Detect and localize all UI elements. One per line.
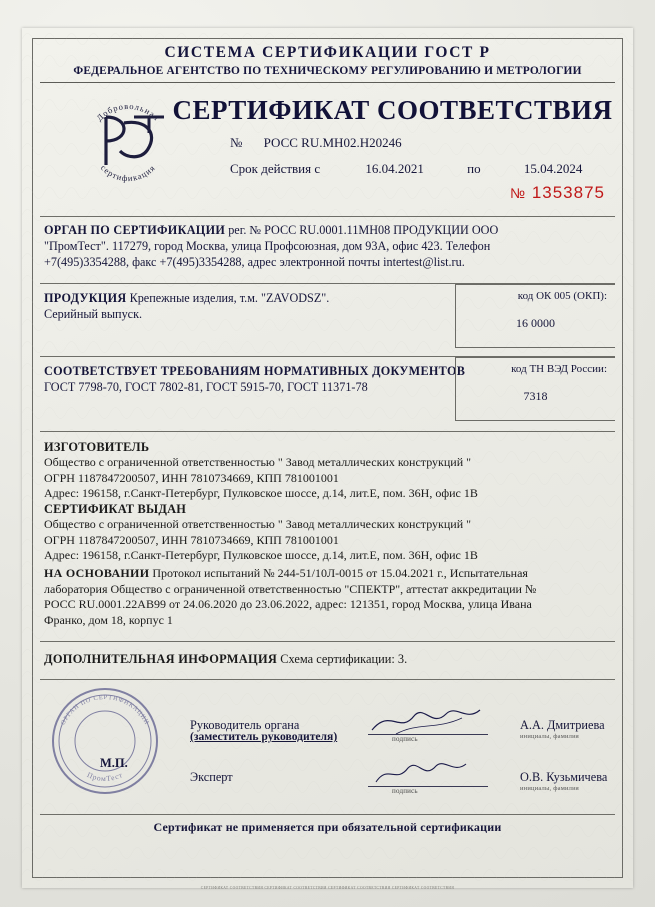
footer-note: Сертификат не применяется при обязательной сертификации <box>153 820 502 835</box>
basis-line3: РОСС RU.0001.22АВ99 от 24.06.2020 до 23.06.2022, адрес: 121351, город Москва, улица Ивана <box>44 597 532 612</box>
signature-mark-expert <box>366 758 486 788</box>
certification-body-line2: "ПромТест". 117279, город Москва, улица Профсоюзная, дом 93А, офис 423. Телефон <box>44 239 491 253</box>
system-title: СИСТЕМА СЕРТИФИКАЦИИ ГОСТ Р <box>164 44 491 61</box>
product-line2: Серийный выпуск. <box>44 306 143 321</box>
signature-rows <box>190 716 615 798</box>
manufacturer-line2: ОГРН 1187847200507, ИНН 7810734669, КПП 781001001 <box>44 470 339 485</box>
product-block <box>40 284 615 351</box>
okp-label: код ОК 005 (ОКП): <box>517 290 607 303</box>
number-label: № <box>230 135 243 151</box>
svg-text:ПромТест: ПромТест <box>85 770 125 784</box>
signature-name-caption-head: инициалы, фамилия <box>520 733 579 741</box>
manufacturer-line3: Адрес: 196158, г.Санкт-Петербург, Пулковское шоссе, д.14, лит.Е, пом. 36Н, офис 1В <box>44 486 478 501</box>
certification-body-line3: +7(495)3354288, факс +7(495)3354288, адрес электронной почты intertest@list.ru. <box>44 254 465 269</box>
validity-label: Срок действия с <box>230 161 321 177</box>
issued-to-caption: СЕРТИФИКАТ ВЫДАН <box>44 502 187 516</box>
tnved-box <box>455 357 615 421</box>
conformity-block <box>40 357 615 426</box>
issued-to-line2: ОГРН 1187847200507, ИНН 7810734669, КПП 781001001 <box>44 532 339 547</box>
okp-value: 16 0000 <box>516 316 555 331</box>
round-stamp <box>46 682 164 800</box>
document-title: СЕРТИФИКАТ СООТВЕТСТВИЯ <box>172 95 613 126</box>
signature-name-head: А.А. Дмитриева <box>520 718 605 733</box>
manufacturer-block <box>40 432 615 564</box>
signature-area <box>40 694 615 808</box>
basis-line2: лаборатория Общество с ограниченной ответственностью "СПЕКТР", аттестат аккредитации № <box>44 581 537 596</box>
signature-name-caption-expert: инициалы, фамилия <box>520 785 579 793</box>
certificate-sheet <box>22 28 633 888</box>
issued-to-line1: Общество с ограниченной ответственностью " Завод металлических конструкций " <box>44 517 472 531</box>
signature-caption-head: подпись <box>392 735 418 744</box>
okp-box <box>455 284 615 348</box>
validity-to: 15.04.2024 <box>523 161 583 177</box>
manufacturer-caption: ИЗГОТОВИТЕЛЬ <box>44 440 150 455</box>
basis-line4: Франко, дом 18, корпус 1 <box>44 613 173 628</box>
emblem-top-text: Добровольная <box>94 101 162 124</box>
basis-block <box>40 564 615 629</box>
certification-body-caption: ОРГАН ПО СЕРТИФИКАЦИИ <box>44 223 226 238</box>
basis-caption: НА ОСНОВАНИИ <box>44 565 150 580</box>
additional-divider <box>40 679 615 680</box>
validity-row <box>230 161 582 177</box>
signature-mark-head <box>366 704 486 738</box>
certification-body-reg: рег. № РОСС RU.0001.11МН08 ПРОДУКЦИИ ООО <box>228 223 499 238</box>
signature-role-head: Руководитель органа <box>190 718 300 733</box>
tnved-label: код ТН ВЭД России: <box>511 363 607 376</box>
rst-emblem-icon <box>76 89 180 193</box>
signature-role-expert: Эксперт <box>190 770 233 785</box>
signature-row-head <box>190 716 615 746</box>
validity-from: 16.04.2021 <box>365 161 424 177</box>
additional-info-caption: ДОПОЛНИТЕЛЬНАЯ ИНФОРМАЦИЯ <box>44 652 278 667</box>
additional-info-value: Схема сертификации: 3. <box>280 652 408 667</box>
issued-to-line3: Адрес: 196158, г.Санкт-Петербург, Пулковское шоссе, д.14, лит.Е, пом. 36Н, офис 1В <box>44 548 478 563</box>
title-block <box>40 83 615 211</box>
conformity-caption: СООТВЕТСТВУЕТ ТРЕБОВАНИЯМ НОРМАТИВНЫХ ДОКУМЕНТОВ <box>44 364 466 379</box>
certificate-content <box>40 44 615 890</box>
number-value: РОСС RU.МН02.Н20246 <box>263 135 402 151</box>
emblem-bottom-text: сертификация <box>98 162 158 184</box>
signature-role-head-sub: (заместитель руководителя) <box>190 730 338 744</box>
manufacturer-line1: Общество с ограниченной ответственностью " Завод металлических конструкций " <box>44 455 472 470</box>
certificate-number-row <box>230 135 402 151</box>
additional-info-block <box>40 642 615 667</box>
signature-row-expert <box>190 768 615 798</box>
product-line1: Крепежные изделия, т.м. "ZAVODSZ". <box>129 291 330 306</box>
blank-number-hash: № <box>510 185 527 202</box>
tnved-value: 7318 <box>523 389 548 404</box>
agency-title: ФЕДЕРАЛЬНОЕ АГЕНТСТВО ПО ТЕХНИЧЕСКОМУ РЕГУЛИРОВАНИЮ И МЕТРОЛОГИИ <box>73 65 582 77</box>
basis-line1: Протокол испытаний № 244-51/10Л-0015 от 15.04.2021 г., Испытательная <box>152 565 528 580</box>
microtext: СЕРТИФИКАТ СООТВЕТСТВИЯ СЕРТИФИКАТ СООТВЕТСТВИЯ СЕРТИФИКАТ СООТВЕТСТВИЯ СЕРТИФИКАТ СООТВЕТСТВИЯ <box>200 886 455 890</box>
svg-text:ОРГАН ПО СЕРТИФИКАЦИИ: ОРГАН ПО СЕРТИФИКАЦИИ <box>59 694 151 727</box>
svg-text:сертификация <box>99 163 157 184</box>
product-caption: ПРОДУКЦИЯ <box>44 291 127 306</box>
signature-caption-expert: подпись <box>392 787 418 796</box>
blank-number <box>510 183 605 203</box>
stamp-label: М.П. <box>100 756 128 771</box>
signature-name-expert: О.В. Кузьмичева <box>520 770 608 785</box>
certification-body-block <box>40 217 615 278</box>
blank-number-value: 1353875 <box>531 183 605 203</box>
conformity-documents: ГОСТ 7798-70, ГОСТ 7802-81, ГОСТ 5915-70, ГОСТ 11371-78 <box>44 379 368 394</box>
validity-to-label: по <box>467 161 481 177</box>
